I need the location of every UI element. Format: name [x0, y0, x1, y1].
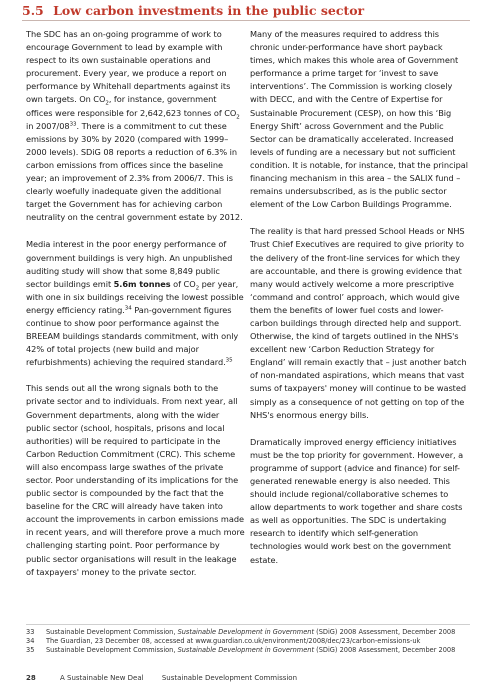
- right-column: [250, 28, 469, 581]
- footnote-ref: 34: [124, 305, 132, 312]
- paragraph: The reality is that hard pressed School Heads or NHS Trust Chief Executives are required to give priority to the delivery of the front-line services for which they are accountable, and there is growing evidence that many would actively welcome a more prescriptive ‘command and control’ approach, which would give them the benefits of lower fuel costs and lower-carbon buildings through directed help and support. Otherwise, the kind of targets outlined in the NHS's excellent new ‘Carbon Reduction Strategy for England’ will remain exactly that – just another batch of non-mandated aspirations, which means that vast sums of taxpayers' money will continue to be wasted simply as a consequence of not getting on top of the NHS's enormous energy bills.: [250, 226, 467, 420]
- publication-title: A Sustainable New Deal: [59, 674, 144, 682]
- footnote-ref: 33: [69, 120, 77, 127]
- emphasis: 5.6m tonnes: [113, 278, 171, 289]
- paragraph: Dramatically improved energy efficiency initiatives must be the top priority for government. However, a programme of support (advice and finance) for self-generated renewable energy is also needed. This should include regional/collaborative schemes to allow departments to work together and share costs as well as opportunities. The SDC is undertaking research to identify which self-generation technologies would work best on the government estate.: [250, 436, 464, 565]
- paragraph: This sends out all the wrong signals both to the private sector and to individuals. From next year, all Government departments, along with the wider public sector (school, hospitals, prisons and local authorities) will be required to participate in the Carbon Reduction Commitment (CRC). This scheme will also encompass large swathes of the private sector. Poor understanding of its implications for the public sector is compounded by the fact that the baseline for the CRC will already have taken into account the improvements in carbon emissions made in recent years, and will therefore prove a much more challenging starting point. Poor performance by public sector organisations will result in the leakage of taxpayers' money to the private sector.: [26, 383, 245, 577]
- paragraph: Many of the measures required to address this chronic under-performance have short payback times, which makes this whole area of Government performance a prime target for ‘invest to save interventions’. The Commission is working closely with DECC, and with the Centre of Expertise for Sustainable Procurement (CESP), on how this ‘Big Energy Shift’ across Government and the Public Sector can be dramatically accelerated. Increased levels of funding are a necessary but not sufficient condition. It is notable, for instance, that the principal financing mechanism in this area – the SALIX fund – remains undersubscribed, as is the public sector element of the Low Carbon Buildings Programme.: [250, 29, 468, 210]
- section-number: 5.5: [22, 3, 44, 18]
- footnote: 35 Sustainable Development Commission, Sustainable Development in Government (SDiG) 2008 Assessment, December 2008: [26, 646, 456, 654]
- footnote-ref: 35: [225, 357, 233, 364]
- left-column: [26, 28, 245, 593]
- heading-divider: [22, 20, 470, 21]
- organisation-name: Sustainable Development Commission: [161, 674, 298, 682]
- footnote: 33 Sustainable Development Commission, Sustainable Development in Government (SDiG) 2008 Assessment, December 2008: [26, 628, 456, 636]
- page-footer: [26, 674, 297, 682]
- footnote: 34 The Guardian, 23 December 08, accessed at www.guardian.co.uk/environment/2008/dec/23/carbon-emissions-uk: [26, 637, 421, 645]
- paragraph: The SDC has an on-going programme of work to encourage Government to lead by example with respect to its own sustainable operations and procurement. Every year, we produce a report on performance by Whitehall departments against its own targets. On $CO_2$, for instance, government offices were responsible for 2,642,623 tonnes of $CO_2$ in $2007/08^{33}$. There is a commitment to cut these emissions by 30% by 2020 (compared with 1999–2000 levels). SDiG 08 reports a reduction of 6.3% in carbon emissions from offices since the baseline year; an improvement of 2.3% from 2006/7. This is clearly woefully inadequate given the additional target the Government has for achieving carbon neutrality on the central government estate by 2012.: [26, 29, 243, 223]
- footnotes: [26, 628, 470, 655]
- paragraph: Media interest in the poor energy performance of government buildings is very high. An unpublished auditing study will show that some 8,849 public sector buildings emit 5.6m tonnes of $CO_2$ per year, with one in six buildings receiving the lowest possible energy efficiency rating.$^{34}$ Pan-government figures continue to show poor performance against the BREEAM buildings standards commitment, with only 42% of total projects (new build and major refurbishments) achieving the required standard.$^{35}$: [26, 239, 244, 368]
- section-title: Low carbon investments in the public sector: [53, 3, 365, 18]
- page-number: 28: [26, 674, 36, 682]
- section-heading: [22, 3, 470, 18]
- footnote-divider: [26, 624, 470, 625]
